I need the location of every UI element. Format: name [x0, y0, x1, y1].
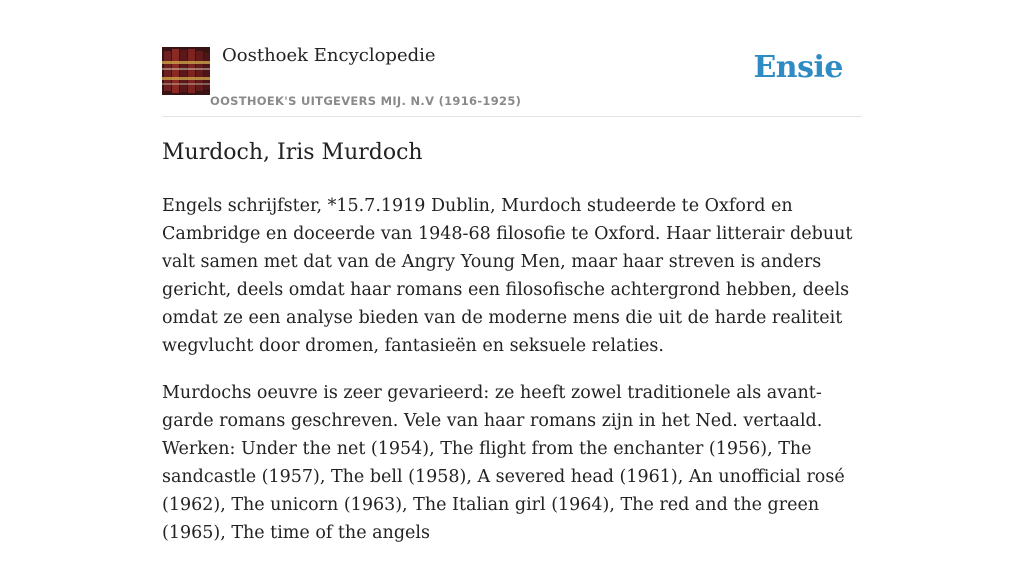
article-body	[162, 192, 870, 566]
source-avatar[interactable]	[162, 47, 210, 95]
publisher-label: OOSTHOEK'S UITGEVERS MIJ. N.V (1916-1925)	[210, 94, 522, 108]
article-paragraph: Murdochs oeuvre is zeer gevarieerd: ze heeft zowel traditionele als avant-garde romans geschreven. Vele van haar romans zijn in het Ned. vertaald. Werken: Under the net (1954), The flight from the enchanter (1956), The sandcastle (1957), The bell (1958), A severed head (1961), An unofficial rosé (1962), The unicorn (1963), The Italian girl (1964), The red and the green (1965), The time of the angels	[162, 383, 845, 543]
encyclopedia-page	[162, 0, 862, 543]
brand-logo[interactable]: Ensie	[753, 50, 843, 85]
article-paragraph: Engels schrijfster, *15.7.1919 Dublin, Murdoch studeerde te Oxford en Cambridge en doceerde van 1948-68 filosofie te Oxford. Haar litterair debuut valt samen met dat van de Angry Young Men, maar haar streven is anders gericht, deels omdat haar romans een filosofische achtergrond hebben, deels omdat ze een analyse bieden van de moderne mens die uit de harde realiteit wegvlucht door dromen, fantasieën en seksuele relaties.	[162, 196, 853, 356]
source-title[interactable]: Oosthoek Encyclopedie	[222, 45, 436, 66]
book-spines-icon	[162, 47, 210, 95]
header	[162, 0, 862, 117]
article-title: Murdoch, Iris Murdoch	[162, 140, 423, 165]
